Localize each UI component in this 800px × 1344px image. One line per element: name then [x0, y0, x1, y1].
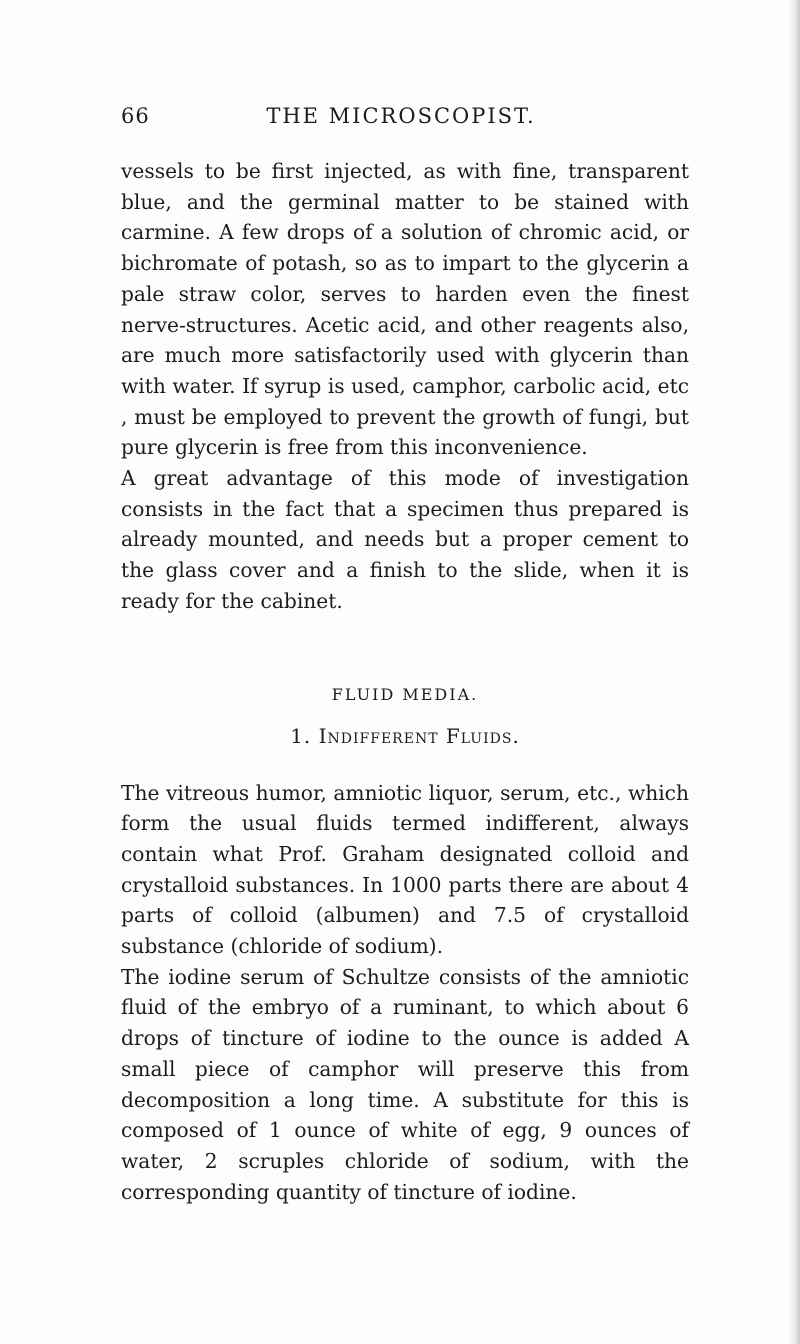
page-header	[121, 104, 681, 138]
page-edge-shadow	[788, 0, 800, 1344]
page-body	[121, 156, 689, 1207]
section-heading: FLUID MEDIA.	[331, 684, 479, 704]
running-title: THE MICROSCOPIST.	[266, 104, 536, 128]
section-subheading: 1. Indifferent Fluids.	[290, 723, 520, 748]
paragraph-indifferent-fluids: The vitreous humor, amniotic liquor, serum, etc., which form the usual fluids termed indifferent, always contain what Prof. Graham designated colloid and crystalloid substances. In 1000 parts there are about 4 parts of colloid (albumen) and 7.5 of crystalloid substance (chloride of sodium).	[121, 780, 689, 959]
page-number: 66	[121, 104, 150, 128]
paragraph-glycerin-staining: vessels to be first injected, as with fine, transparent blue, and the germinal matter to be stained with carmine. A few drops of a solution of chromic acid, or bichromate of potash, so as to impart to the glycerin a pale straw color, serves to harden even the finest nerve-structures. Acetic acid, and other reagents also, are much more satisfactorily used with glycerin than with water. If syrup is used, camphor, carbolic acid, etc , must be employed to prevent the growth of fungi, but pure glycerin is free from this inconvenience.	[121, 159, 689, 460]
paragraph-mounting-advantage: A great advantage of this mode of investigation consists in the fact that a specimen thus prepared is already mounted, and needs but a proper cement to the glass cover and a finish to the slide, when it is ready for the cabinet.	[121, 466, 689, 613]
paragraph-iodine-serum: The iodine serum of Schultze consists of the amniotic fluid of the embryo of a ruminant, to which about 6 drops of tincture of iodine to the ounce is added A small piece of camphor will preserve this from decomposition a long time. A substitute for this is composed of 1 ounce of white of egg, 9 ounces of water, 2 scruples chloride of sodium, with the corresponding quantity of tincture of iodine.	[121, 964, 689, 1204]
